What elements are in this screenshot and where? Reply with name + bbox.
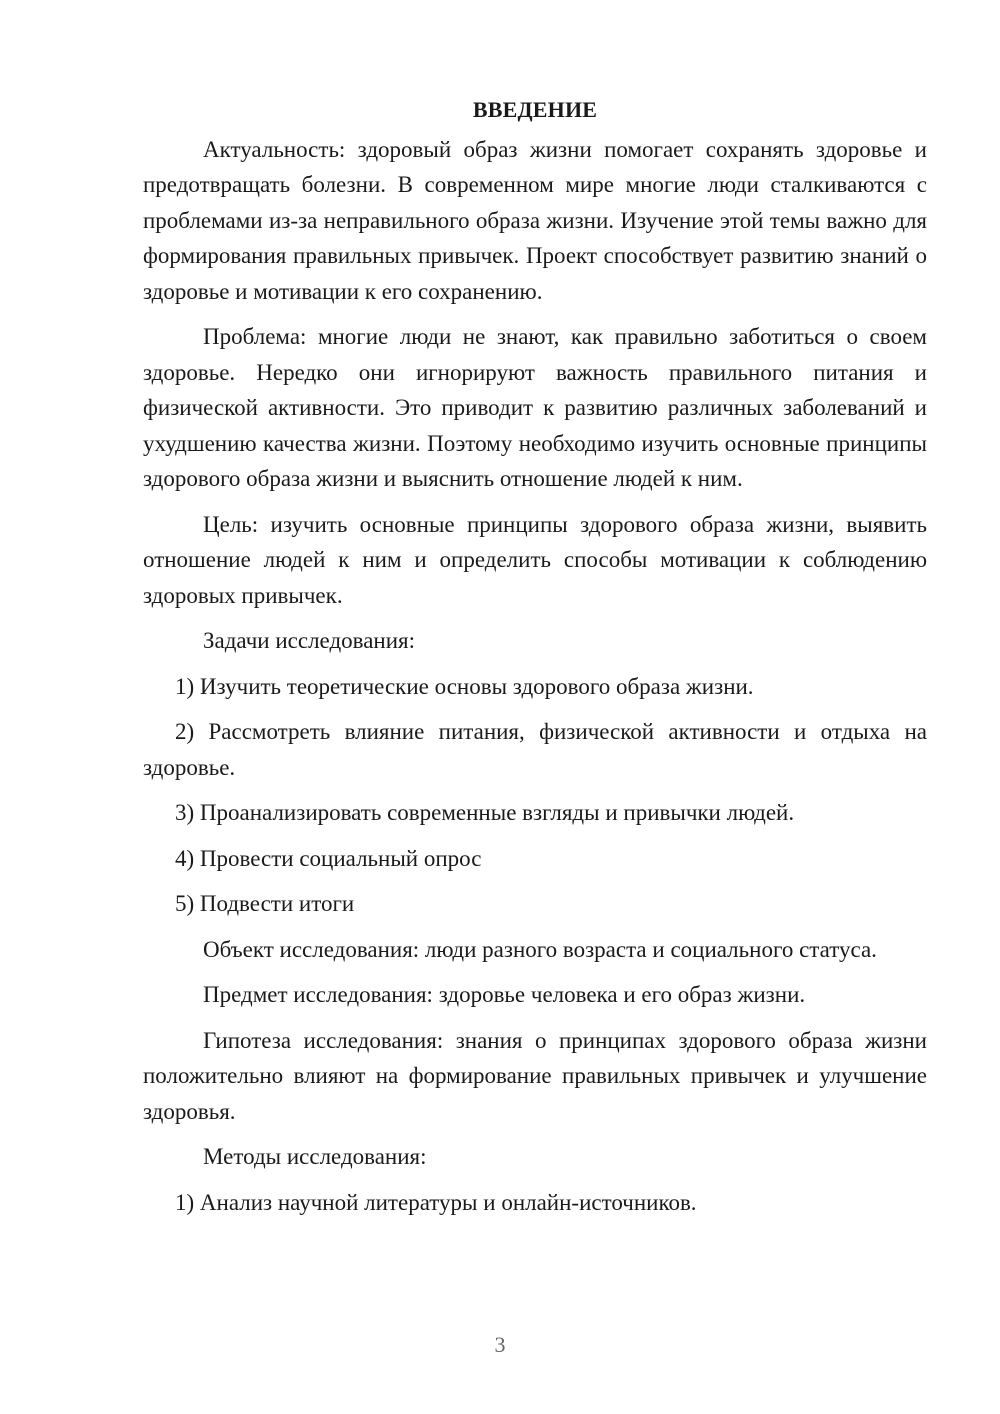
tasks-heading: Задачи исследования: <box>203 628 416 653</box>
paragraph-hypothesis: Гипотеза исследования: знания о принципах здорового образа жизни положительно влияют на формирование правильных привычек и улучшение здоровья. <box>143 1027 927 1124</box>
page-number: 3 <box>494 1332 506 1357</box>
task-item: 1) Изучить теоретические основы здорового образа жизни. <box>175 673 754 699</box>
task-item: 5) Подвести итоги <box>175 891 355 916</box>
task-item: 2) Рассмотреть влияние питания, физической активности и отдыха на здоровье. <box>143 719 927 780</box>
method-item: 1) Анализ научной литературы и онлайн-источников. <box>175 1189 697 1215</box>
task-item: 3) Проанализировать современные взгляды и привычки людей. <box>175 800 795 825</box>
paragraph-object: Объект исследования: люди разного возраста и социального статуса. <box>203 936 877 962</box>
paragraph-relevance: Актуальность: здоровый образ жизни помогает сохранять здоровье и предотвращать болезни. В современном мире многие люди сталкиваются с проблемами из-за неправильного образа жизни. Изучение этой темы важно для формирования правильных привычек. Проект способствует развитию знаний о здоровье и мотивации к его сохранению. <box>143 136 927 304</box>
task-item: 4) Провести социальный опрос <box>175 845 482 871</box>
section-title: ВВЕДЕНИЕ <box>472 97 598 122</box>
methods-heading: Методы исследования: <box>203 1144 427 1169</box>
page-content <box>143 92 927 1220</box>
paragraph-goal: Цель: изучить основные принципы здорового образа жизни, выявить отношение людей к ним и определить способы мотивации к соблюдению здоровых привычек. <box>143 511 927 608</box>
paragraph-subject: Предмет исследования: здоровье человека и его образ жизни. <box>203 982 806 1007</box>
paragraph-problem: Проблема: многие люди не знают, как правильно заботиться о своем здоровье. Нередко они игнорируют важность правильного питания и физической активности. Это приводит к развитию различных заболеваний и ухудшению качества жизни. Поэтому необходимо изучить основные принципы здорового образа жизни и выяснить отношение людей к ним. <box>143 324 927 491</box>
